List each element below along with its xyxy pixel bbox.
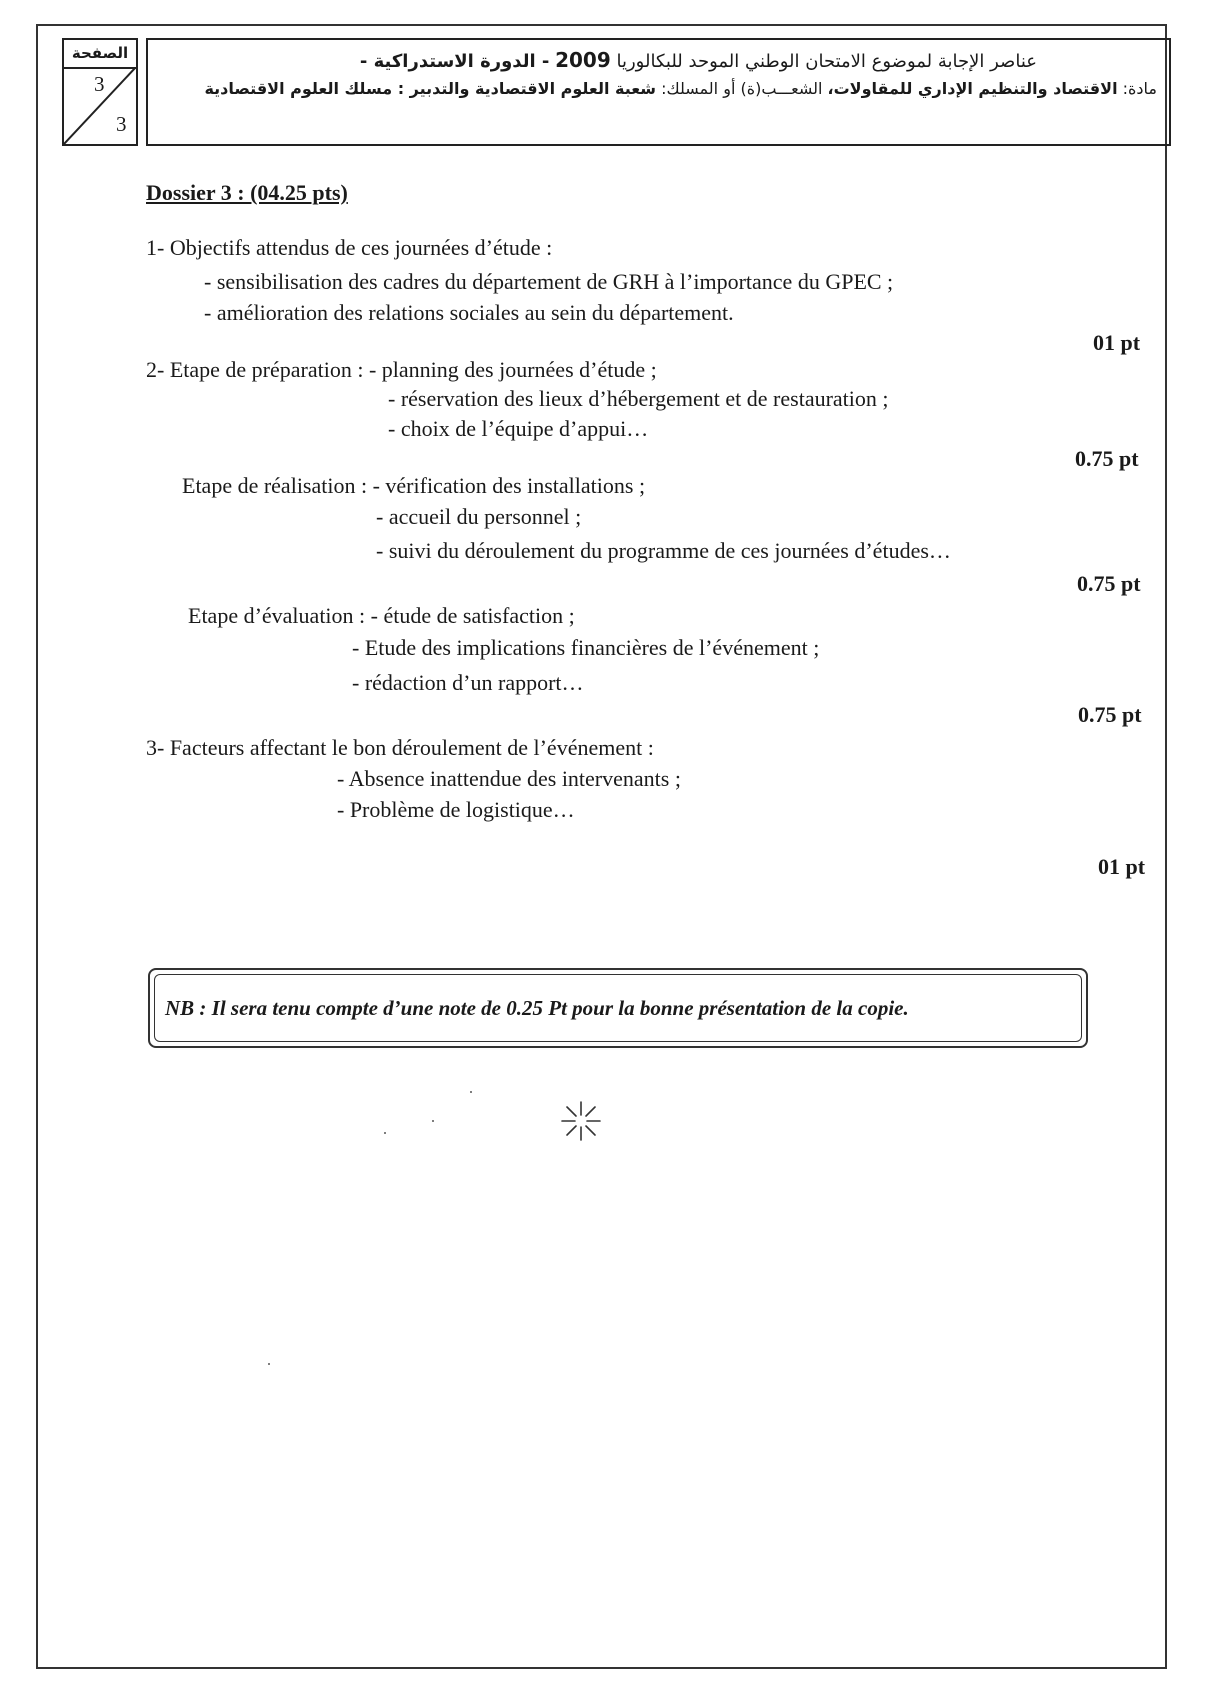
q2-real-heading: Etape de réalisation : - vérification des installations ; bbox=[182, 473, 646, 498]
q2-real-points: 0.75 pt bbox=[1077, 571, 1141, 596]
page-total: 3 bbox=[116, 112, 127, 136]
dossier-title: Dossier 3 : (04.25 pts) bbox=[146, 180, 348, 205]
scan-speck bbox=[384, 1132, 386, 1134]
q3-heading: 3- Facteurs affectant le bon déroulement de l’événement : bbox=[146, 735, 654, 760]
q2-eval-item: - Etude des implications financières de l’événement ; bbox=[352, 635, 820, 660]
q2-prep-points: 0.75 pt bbox=[1075, 446, 1139, 471]
q2-prep-item: - réservation des lieux d’hébergement et de restauration ; bbox=[388, 386, 889, 411]
stream-label: الشعـــب(ة) أو المسلك: bbox=[661, 79, 823, 98]
stream-name: شعبة العلوم الاقتصادية والتدبير : مسلك العلوم الاقتصادية bbox=[204, 79, 657, 98]
asterisk-mark-icon bbox=[560, 1100, 602, 1142]
page-label: الصفحة bbox=[64, 40, 136, 69]
q1-points: 01 pt bbox=[1093, 330, 1141, 355]
q1-item: - sensibilisation des cadres du département de GRH à l’importance du GPEC ; bbox=[204, 269, 894, 294]
q2-eval-points: 0.75 pt bbox=[1078, 702, 1142, 727]
nb-box bbox=[148, 968, 1088, 1048]
page-current: 3 bbox=[94, 72, 105, 96]
exam-session: - الدورة الاستدراكية - bbox=[359, 51, 550, 72]
scan-speck bbox=[432, 1120, 434, 1122]
q2-eval-item: - rédaction d’un rapport… bbox=[352, 670, 584, 695]
q1-heading: 1- Objectifs attendus de ces journées d’étude : bbox=[146, 235, 553, 260]
q2-prep-item: - choix de l’équipe d’appui… bbox=[388, 416, 649, 441]
scan-speck bbox=[268, 1363, 270, 1365]
q3-points: 01 pt bbox=[1098, 854, 1146, 879]
q3-item: - Problème de logistique… bbox=[337, 797, 575, 822]
q2-eval-heading: Etape d’évaluation : - étude de satisfaction ; bbox=[188, 603, 575, 628]
subject-label: مادة: bbox=[1122, 79, 1157, 98]
q2-real-item: - accueil du personnel ; bbox=[376, 504, 582, 529]
subject-name: الاقتصاد والتنظيم الإداري للمقاولات، bbox=[827, 79, 1118, 98]
header-prefix: عناصر الإجابة لموضوع الامتحان الوطني الموحد للبكالوريا bbox=[616, 51, 1037, 72]
q1-item: - amélioration des relations sociales au sein du département. bbox=[204, 300, 734, 325]
q2-real-item: - suivi du déroulement du programme de ces journées d’études… bbox=[376, 538, 951, 563]
q3-item: - Absence inattendue des intervenants ; bbox=[337, 766, 681, 791]
q2-prep-heading: 2- Etape de préparation : - planning des journées d’étude ; bbox=[146, 357, 657, 382]
scan-speck bbox=[470, 1091, 472, 1093]
exam-year: 2009 bbox=[555, 48, 611, 72]
nb-note: NB : Il sera tenu compte d’une note de 0.25 Pt pour la bonne présentation de la copie. bbox=[154, 974, 1082, 1042]
